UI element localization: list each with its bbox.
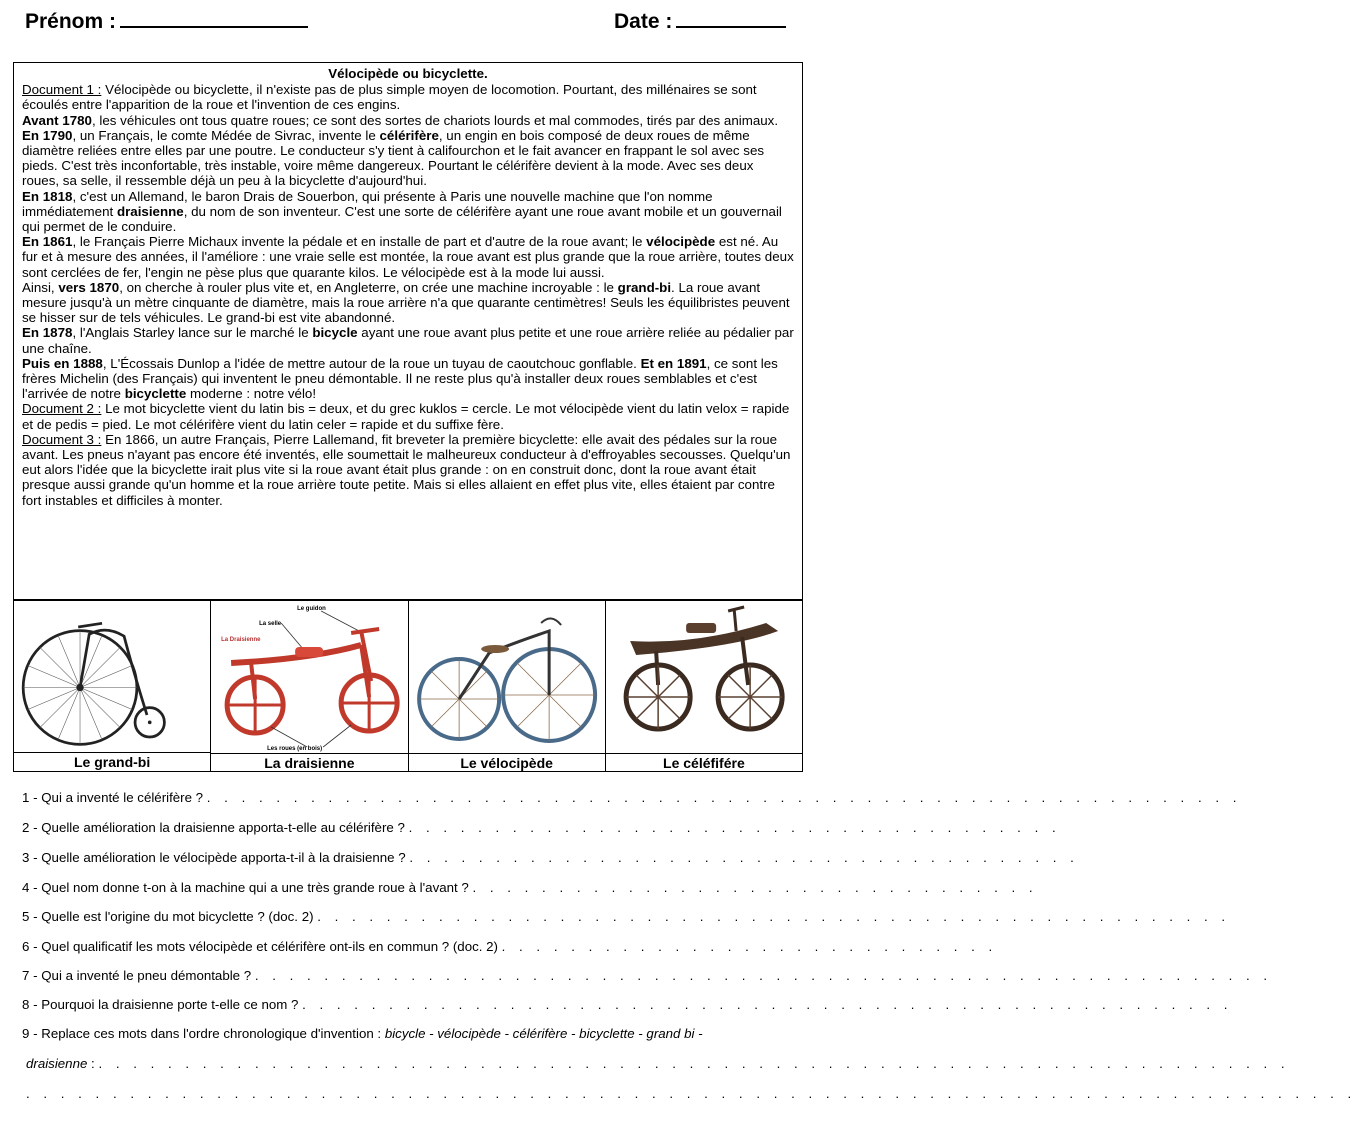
paragraph-1790: En 1790, un Français, le comte Médée de Sivrac, invente le célérifère, un engin en bois composé de deux roues de même diamètre reliées entre elles par une poutre. Le conducteur s'y tient à califourchon et le fait avancer en frappant le sol avec ses pieds. C'est très inconfortable, très instable, voire même dangereux. Pourtant le célérifère devient à la mode. Avec ses deux roues, sa selle, il ressemble déjà un peu à la bicyclette d'aujourd'hui.	[22, 127, 765, 189]
question-1: 1 - Qui a inventé le célérifère ? . . . . . . . . . . . . . . . . . . . . . . . . . . . . . . . . . . . . . . . . . . . . . . . . . . . . . . . . . . . .	[22, 790, 1242, 805]
answer-line-extra-row	[26, 1086, 1356, 1101]
caption-celerifere: Le céléfifére	[663, 755, 745, 771]
question-7: 7 - Qui a inventé le pneu démontable ? . . . . . . . . . . . . . . . . . . . . . . . . . . . . . . . . . . . . . . . . . . . . . . . . . . . . . . . . . . .	[22, 968, 1273, 983]
answer-line-9[interactable]: . . . . . . . . . . . . . . . . . . . . . . . . . . . . . . . . . . . . . . . . . . . . . . . . . . . . . . . . . . . . . . . . . . . . .	[98, 1056, 1290, 1071]
date-line[interactable]	[676, 24, 786, 28]
label-draisienne: La Draisienne	[221, 637, 261, 643]
grand-bi-cell	[14, 601, 211, 771]
answer-line-8[interactable]: . . . . . . . . . . . . . . . . . . . . . . . . . . . . . . . . . . . . . . . . . . . . . . . . . . . . . .	[302, 997, 1233, 1012]
illustration-row	[13, 600, 803, 772]
label-roues: Les roues (en bois)	[267, 746, 323, 752]
date-label: Date :	[614, 10, 673, 33]
grand-bi-image	[14, 601, 210, 753]
draisienne-cell	[211, 601, 408, 771]
paragraph-1861: En 1861, le Français Pierre Michaux invente la pédale et en installe de part et d'autre de la roue avant; le vélocipède est né. Au fur et à mesure des années, il l'améliore : une vraie selle est montée, la roue avant est plus grande que la roue arrière, toutes deux sont cerclées de fer, l'engin ne pèse plus que quarante kilos. Le vélocipède est à la mode lui aussi.	[22, 234, 794, 280]
document-title: Vélocipède ou bicyclette.	[328, 66, 488, 81]
draisienne-image	[211, 601, 407, 754]
velocipede-image	[409, 601, 605, 754]
paragraph-1780: Avant 1780, les véhicules ont tous quatre roues; ce sont des sortes de chariots lourds et mal commodes, tirés par des animaux.	[22, 112, 779, 128]
answer-line-1[interactable]: . . . . . . . . . . . . . . . . . . . . . . . . . . . . . . . . . . . . . . . . . . . . . . . . . . . . . . . . . . . .	[206, 790, 1242, 805]
caption-velocipede: Le vélocipède	[460, 755, 553, 771]
question-9: 9 - Replace ces mots dans l'ordre chronologique d'invention : bicycle - vélocipède - célérifère - bicyclette - grand bi -	[22, 1026, 703, 1041]
document-text-box	[13, 62, 803, 600]
velocipede-cell	[409, 601, 606, 771]
caption-draisienne: La draisienne	[264, 755, 355, 771]
celerifere-cell	[606, 601, 802, 771]
document-1: Document 1 : Vélocipède ou bicyclette, il n'existe pas de plus simple moyen de locomotion. Pourtant, des millénaires se sont écoulés entre l'apparition de la roue et l'invention de ces engins.	[22, 82, 757, 113]
answer-line-3[interactable]: . . . . . . . . . . . . . . . . . . . . . . . . . . . . . . . . . . . . . . .	[409, 850, 1079, 865]
answer-line-2[interactable]: . . . . . . . . . . . . . . . . . . . . . . . . . . . . . . . . . . . . . .	[408, 820, 1061, 835]
answer-line-6[interactable]: . . . . . . . . . . . . . . . . . . . . . . . . . . . . .	[501, 939, 998, 954]
question-5: 5 - Quelle est l'origine du mot bicyclette ? (doc. 2) . . . . . . . . . . . . . . . . . . . . . . . . . . . . . . . . . . . . . . . . . . . . . . . . . . . . .	[22, 909, 1231, 924]
paragraph-1818: En 1818, c'est un Allemand, le baron Drais de Souerbon, qui présente à Paris une nouvelle machine que l'on nomme immédiatement draisienne, du nom de son inventeur. C'est une sorte de célérifère ayant une roue avant mobile et un gouvernail qui permet de le conduire.	[22, 188, 782, 235]
prenom-line[interactable]	[120, 24, 308, 28]
paragraph-1878: En 1878, l'Anglais Starley lance sur le marché le bicycle ayant une roue avant plus petite et une roue arrière reliée au pédalier par une chaîne.	[22, 325, 794, 356]
answer-line-4[interactable]: . . . . . . . . . . . . . . . . . . . . . . . . . . . . . . . . .	[472, 880, 1038, 895]
question-6: 6 - Quel qualificatif les mots vélocipède et célérifère ont-ils en commun ? (doc. 2) . . . . . . . . . . . . . . . . . . . . . . . . . . . . .	[22, 939, 998, 954]
document-3: Document 3 : En 1866, un autre Français, Pierre Lallemand, fit breveter la première bicyclette: elle avait des pédales sur la roue avant. Les pneus n'ayant pas encore été inventés, elle soumettait le malheureux conducteur à d'effroyables secousses. Quelqu'un eut alors l'idée que la bicyclette irait plus vite si la roue avant était plus grande : on en construit donc, dont la roue avant était presque aussi grande qu'un homme et la roue arrière toute petite. Mais si elles allaient en effet plus vite, elles étaient par contre fort instables et difficiles à monter.	[22, 431, 791, 508]
date-field	[614, 10, 786, 34]
answer-line-extra[interactable]: . . . . . . . . . . . . . . . . . . . . . . . . . . . . . . . . . . . . . . . . . . . . . . . . . . . . . . . . . . . . . . . . . . . . . . . . . . . . .	[26, 1086, 1356, 1101]
paragraph-1870: Ainsi, vers 1870, on cherche à rouler plus vite et, en Angleterre, on crée une machine incroyable : le grand-bi. La roue avant mesure jusqu'à un mètre cinquante de diamètre, mais la roue arrière n'a que quarante centimètres! Seuls les équilibristes peuvent se hisser sur de tels véhicules. Le grand-bi est vite abandonné.	[22, 279, 790, 326]
document-2: Document 2 : Le mot bicyclette vient du latin bis = deux, et du grec kuklos = cercle. Le mot vélocipède vient du latin velox = rapide et de pedis = pied. Le mot célérifère vient du latin celer = rapide et du suffixe fère.	[22, 401, 790, 432]
caption-grand-bi: Le grand-bi	[74, 754, 151, 770]
paragraph-1888: Puis en 1888, L'Écossais Dunlop a l'idée de mettre autour de la roue un tuyau de caoutchouc gonflable. Et en 1891, ce sont les frères Michelin (des Français) qui inventent le pneu démontable. Il ne reste plus qu'à installer deux roues semblables et c'est l'arrivée de notre bicyclette moderne : notre vélo!	[22, 355, 778, 402]
celerifere-image	[606, 601, 802, 754]
question-8: 8 - Pourquoi la draisienne porte t-elle ce nom ? . . . . . . . . . . . . . . . . . . . . . . . . . . . . . . . . . . . . . . . . . . . . . . . . . . . . . .	[22, 997, 1233, 1012]
label-selle: La selle	[259, 621, 282, 627]
label-guidon: Le guidon	[297, 606, 327, 612]
prenom-label: Prénom :	[25, 10, 117, 33]
question-2: 2 - Quelle amélioration la draisienne apporta-t-elle au célérifère ? . . . . . . . . . . . . . . . . . . . . . . . . . . . . . . . . . . . . . .	[22, 820, 1061, 835]
question-4: 4 - Quel nom donne t-on à la machine qui a une très grande roue à l'avant ? . . . . . . . . . . . . . . . . . . . . . . . . . . . . . . . . .	[22, 880, 1038, 895]
question-3: 3 - Quelle amélioration le vélocipède apporta-t-il à la draisienne ? . . . . . . . . . . . . . . . . . . . . . . . . . . . . . . . . . . . . . . .	[22, 850, 1079, 865]
question-9-continued: draisienne : . . . . . . . . . . . . . . . . . . . . . . . . . . . . . . . . . . . . . . . . . . . . . . . . . . . . . . . . . . . . . . . . . . . . .	[26, 1056, 1290, 1071]
prenom-field	[25, 10, 308, 34]
answer-line-7[interactable]: . . . . . . . . . . . . . . . . . . . . . . . . . . . . . . . . . . . . . . . . . . . . . . . . . . . . . . . . . . .	[254, 968, 1273, 983]
answer-line-5[interactable]: . . . . . . . . . . . . . . . . . . . . . . . . . . . . . . . . . . . . . . . . . . . . . . . . . . . . .	[317, 909, 1231, 924]
